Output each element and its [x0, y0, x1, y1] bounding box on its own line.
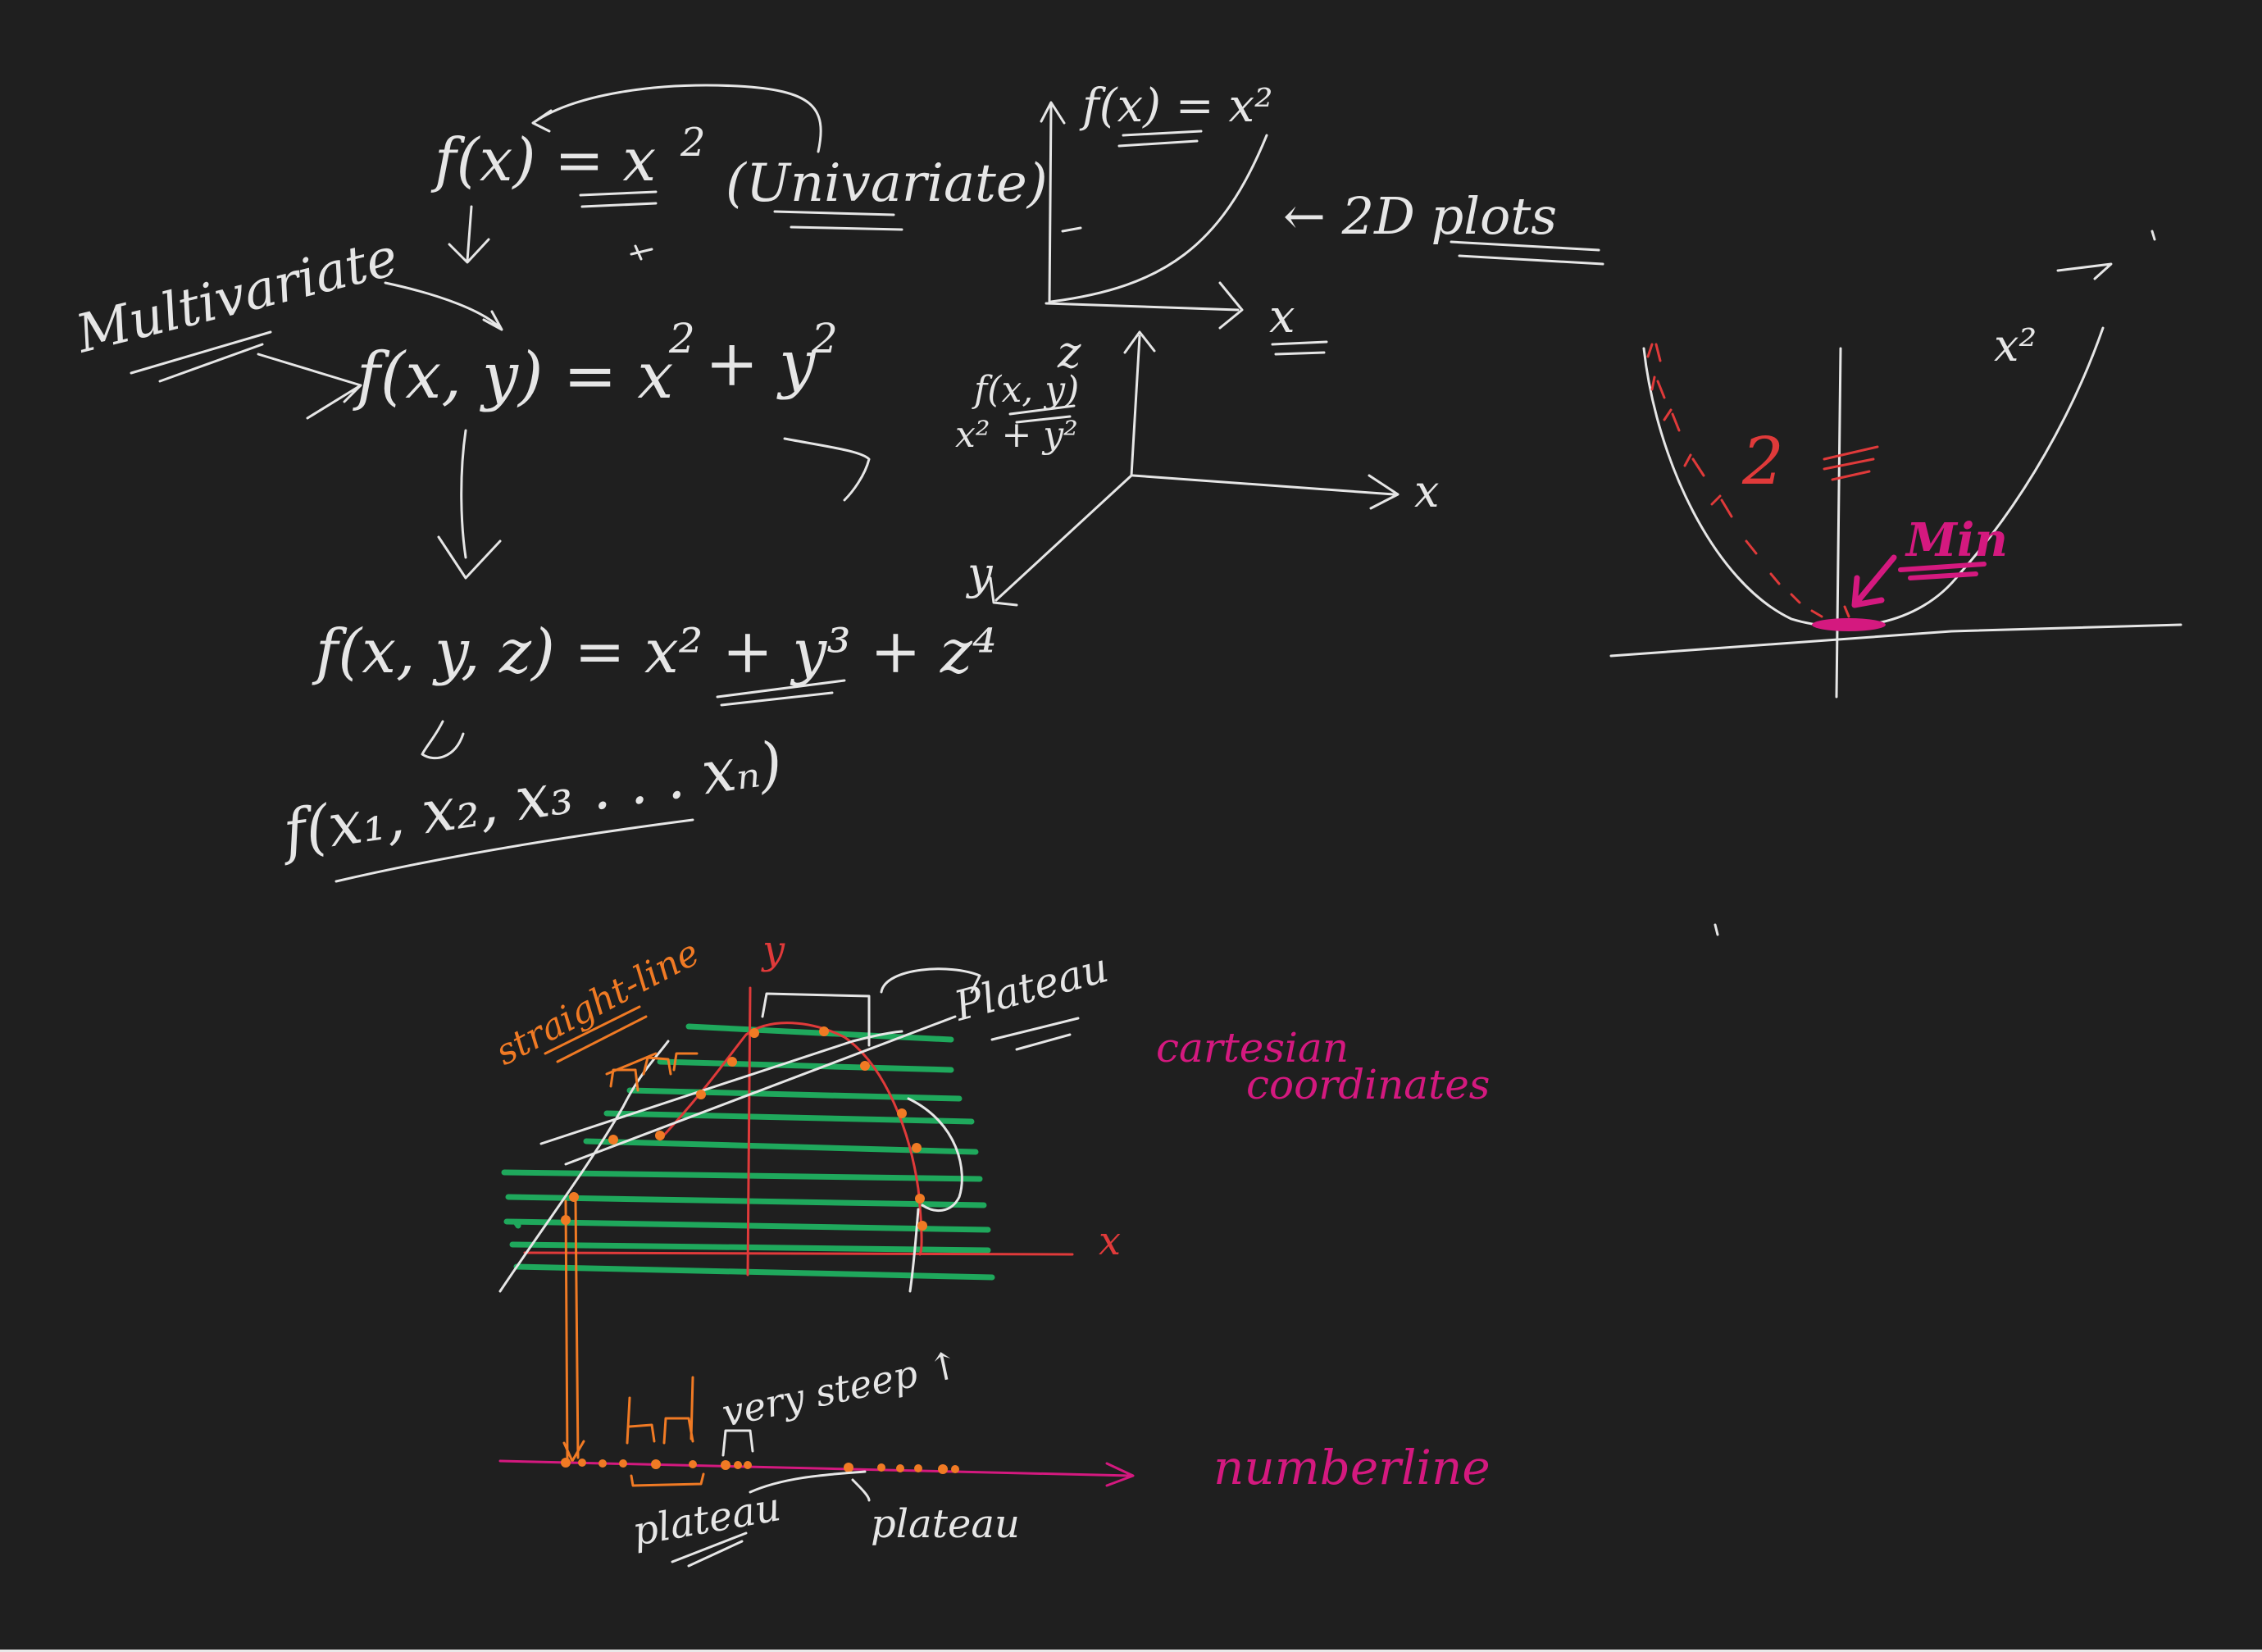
- down-arrow-2: [439, 430, 500, 578]
- plot2d-title: f(x) = x²: [1082, 80, 1273, 133]
- two-var-exp2: 2: [812, 315, 838, 362]
- cartesian-label-1: cartesian: [1156, 1024, 1349, 1072]
- plateau-bracket: [762, 994, 869, 1045]
- plot-3d: [955, 326, 1439, 605]
- steps-hatch: [1824, 447, 1877, 480]
- plot3d-x-axis: [1133, 476, 1398, 508]
- arrow-to-fxy: [258, 354, 361, 418]
- plot2d-tick: [1063, 228, 1081, 231]
- green-line: [508, 1197, 984, 1205]
- plot3d-fxy: f(x, y): [974, 369, 1080, 411]
- plot3d-y-label: y: [967, 548, 993, 599]
- very-steep-label: very steep ↑: [718, 1341, 964, 1436]
- parabola-steps-label: 2: [1742, 423, 1784, 499]
- cartesian-x-axis: [525, 1253, 1072, 1254]
- arrow-to-3d: [785, 439, 869, 500]
- green-line: [660, 1062, 951, 1070]
- green-line: [607, 1113, 972, 1122]
- min-label: Min: [1906, 513, 2008, 567]
- two-var-lhs: f(x, y) = x: [357, 339, 674, 413]
- down-arrow-3: [422, 721, 463, 758]
- three-var-equation: [312, 617, 997, 758]
- plateau-right-label: plateau: [871, 1501, 1020, 1547]
- orange-drop-lines: [564, 1201, 584, 1461]
- two-var-exp1: 2: [669, 315, 695, 362]
- min-highlight: [1812, 618, 1886, 631]
- plot2d-x-label: x: [1269, 290, 1295, 344]
- green-line: [512, 1245, 988, 1250]
- plot3d-y-axis: [990, 476, 1131, 605]
- plot2d-x-underline: [1272, 342, 1327, 354]
- plot3d-x-label: x: [1414, 466, 1440, 517]
- down-arrow-1: [449, 207, 489, 262]
- parabola-tick-mark: [2058, 264, 2111, 279]
- plot2d-curve: [1051, 135, 1267, 302]
- univariate-fx: f(x) = x: [435, 125, 657, 194]
- gradient-step-arrows: [1656, 344, 1822, 617]
- parabola-plot: [1611, 231, 2181, 697]
- univariate-exponent: 2: [680, 120, 706, 166]
- plot3d-z-axis: [1125, 332, 1154, 476]
- univariate-label-underline: [775, 212, 902, 230]
- cartesian-label-2: coordinates: [1246, 1061, 1491, 1108]
- two-var-mid: + y: [705, 327, 816, 401]
- white-line-3: [541, 1031, 902, 1144]
- number-line-label: numberline: [1213, 1440, 1491, 1495]
- plateau-left-label: plateau: [629, 1484, 785, 1555]
- parabola-y-axis: [1836, 348, 1841, 697]
- plot2d-title-underline: [1119, 131, 1201, 146]
- straight-line-label: straight-line: [489, 931, 707, 1074]
- number-line-axis: [500, 1461, 1133, 1486]
- parabola-x-axis: [1611, 625, 2181, 656]
- plateau-label-underline: [992, 1018, 1078, 1049]
- cartesian-curve: [660, 1023, 922, 1254]
- green-line: [504, 1172, 980, 1179]
- number-line-steps: [627, 1377, 693, 1443]
- arrow-to-multivariate: [385, 283, 502, 330]
- not-equal-mark: [631, 246, 652, 259]
- min-point: [1845, 607, 1849, 617]
- green-line: [517, 1267, 992, 1277]
- plateau-left-bracket: [631, 1474, 703, 1486]
- cartesian-x-label: x: [1099, 1218, 1122, 1264]
- univariate-equation: [430, 85, 1048, 262]
- n-var-equation: [275, 728, 786, 881]
- multivariate-label: Multivariate: [70, 226, 404, 366]
- white-bracket-right: [908, 1099, 962, 1291]
- orange-steps-top: [611, 1054, 697, 1090]
- n-var: f(x₁, x₂, x₃ . . . xₙ): [279, 728, 787, 867]
- cartesian-plot: [489, 927, 1490, 1461]
- univariate-label: (Univariate): [726, 153, 1048, 214]
- three-var: f(x, y, z) = x² + y³ + z⁴: [316, 617, 997, 687]
- multivariate-block: [70, 227, 869, 578]
- stray-mark: [1715, 925, 1718, 935]
- parabola-label: x²: [1994, 320, 2037, 371]
- white-line-2: [566, 1017, 955, 1164]
- plot3d-z-label: z: [1058, 326, 1081, 378]
- plot2d-annotation: ← 2D plots: [1283, 186, 1558, 246]
- plateau-label: Plateau: [949, 944, 1113, 1031]
- plot3d-fxy-expr: x² + y²: [955, 414, 1078, 456]
- stray-dot: [2152, 231, 2155, 239]
- cartesian-y-label: y: [762, 927, 785, 973]
- green-dot: [517, 1223, 518, 1226]
- min-arrow: [1855, 557, 1894, 605]
- plot-2d: [1041, 80, 1603, 354]
- plot2d-x-axis: [1046, 283, 1242, 328]
